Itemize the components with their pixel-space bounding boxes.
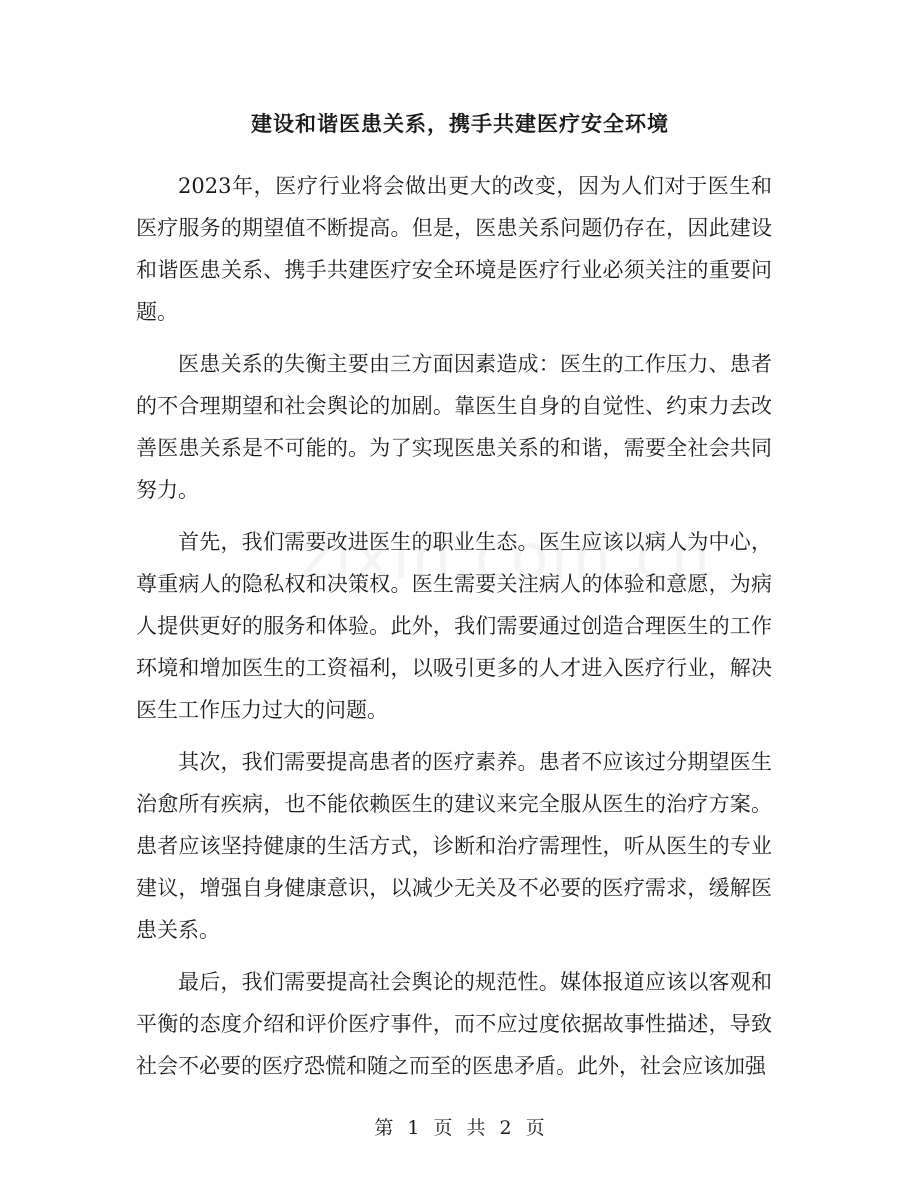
page-title: 建设和谐医患关系，携手共建医疗安全环境 bbox=[251, 112, 669, 136]
paragraph-2: 医患关系的失衡主要由三方面因素造成：医生的工作压力、患者的不合理期望和社会舆论的加剧。靠医生自身的自觉性、约束力去改善医患关系是不可能的。为了实现医患关系的和谐，需要全社会共同努力。 bbox=[136, 352, 772, 502]
paragraph-4: 其次，我们需要提高患者的医疗素养。患者不应该过分期望医生治愈所有疾病，也不能依赖医生的建议来完全服从医生的治疗方案。患者应该坚持健康的生活方式，诊断和治疗需理性，听从医生的专业建议，增强自身健康意识，以减少无关及不必要的医疗需求，缓解医患关系。 bbox=[136, 750, 772, 942]
document-body bbox=[136, 165, 772, 1097]
paragraph-5: 最后，我们需要提高社会舆论的规范性。媒体报道应该以客观和平衡的态度介绍和评价医疗事件，而不应过度依据故事性描述，导致社会不必要的医疗恐慌和随之而至的医患矛盾。此外，社会应该加强 bbox=[136, 970, 772, 1078]
paragraph-1: 2023年，医疗行业将会做出更大的改变，因为人们对于医生和医疗服务的期望值不断提高。但是，医患关系问题仍存在，因此建设和谐医患关系、携手共建医疗安全环境是医疗行业必须关注的重要问题。 bbox=[136, 174, 772, 324]
paragraph-3: 首先，我们需要改进医生的职业生态。医生应该以病人为中心，尊重病人的隐私权和决策权。医生需要关注病人的体验和意愿，为病人提供更好的服务和体验。此外，我们需要通过创造合理医生的工作环境和增加医生的工资福利，以吸引更多的人才进入医疗行业，解决医生工作压力过大的问题。 bbox=[136, 530, 772, 722]
page-number-footer: 第 1 页 共 2 页 bbox=[374, 1117, 546, 1139]
